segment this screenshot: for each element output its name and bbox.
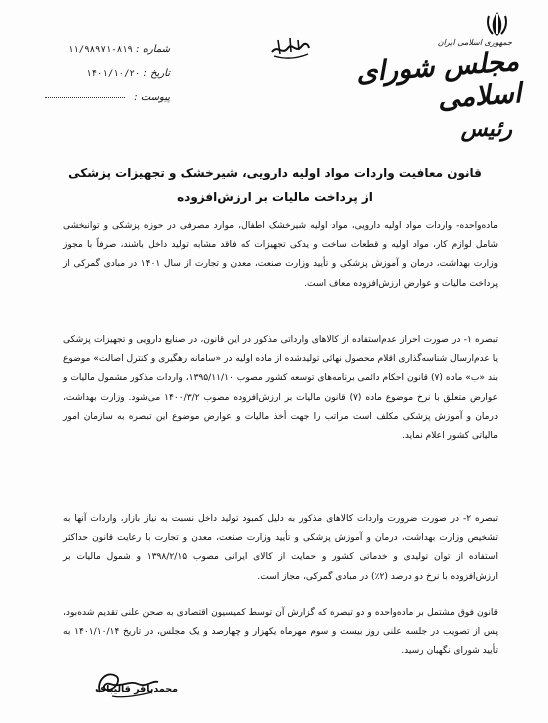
- number-label: شماره :: [136, 44, 170, 55]
- attachment-blank: [45, 97, 125, 98]
- letter-attachment: [20, 92, 170, 103]
- closing-paragraph: قانون فوق مشتمل بر ماده‌واحده و دو تبصره که گزارش آن توسط کمیسیون اقتصادی به صحن علنی تقدیم شده‌بود، پس از تصویب در جلسه علنی روز بیست و سوم مهرماه یکهزار و چهارصد و یک مجلس، در تاریخ ۱۴۰۱/۱۰/۱۴ به تأیید شورای نگهبان رسید.: [63, 608, 498, 657]
- office-title: رئیس: [460, 116, 512, 142]
- handwritten-signature: [92, 662, 162, 704]
- signer-name: محمدباقر قالیباف: [95, 684, 178, 695]
- attachment-label: پیوست :: [134, 92, 170, 103]
- letter-date: [20, 68, 170, 79]
- bismillah-calligraphy: [268, 34, 312, 60]
- country-line: جمهوری اسلامی ایران: [437, 38, 512, 47]
- note-1-paragraph: تبصره ۱- در صورت احراز عدم‌استفاده از کالاهای وارداتی مذکور در این قانون، در صنایع دارویی و تجهیزات پزشکی یا عدم‌ارسال شناسه‌گذاری اقلام محصول نهائی تولیدشده از ماده اولیه در «سامانه رهگیری و کنترل اصالت» موضوع بند «ب» ماده (۷) قانون احکام دائمی برنامه‌های توسعه کشور مصوب ۱۳۹۵/۱۱/۱۰، واردات مذکور مشمول مالیات و عوارض متعلق با نرخ موضوع ماده (۷) قانون مالیات بر ارزش‌افزوده مصوب ۱۴۰۰/۳/۲ می‌شود. وزارت بهداشت، درمان و آموزش پزشکی مکلف است مراتب را جهت أخذ مالیات و عوارض موضوع این تبصره به سازمان امور مالیاتی کشور اعلام نماید.: [63, 335, 498, 442]
- iran-emblem-icon: [484, 10, 510, 38]
- date-label: تاریخ :: [143, 68, 170, 79]
- date-value: ۱۴۰۱/۱۰/۲۰: [86, 69, 141, 79]
- number-value: ۸۱۹-۱۱/۹۸۹۷۱: [67, 45, 133, 55]
- law-title-line-2: از پرداخت مالیات بر ارزش‌افزوده: [177, 190, 373, 204]
- note-2-paragraph: تبصره ۲- در صورت ضرورت واردات کالاهای مذکور به دلیل کمبود تولید داخل نسبت به نیاز بازار، واردات آنها به تشخیص وزارت بهداشت، درمان و آموزش پزشکی و تأیید وزارت صنعت، معدن و تجارت با رعایت قانون حداکثر استفاده از توان تولیدی و خدماتی کشور و حمایت از کالای ایرانی مصوب ۱۳۹۸/۲/۱۵ و شمول مالیات بر ارزش‌افزوده با نرخ دو درصد (۲٪) در مبادی گمرکی، مجاز است.: [63, 514, 498, 582]
- letter-number: [20, 44, 170, 55]
- single-article-paragraph: ماده‌واحده- واردات مواد اولیه دارویی، مواد اولیه شیرخشک اطفال، موارد مصرفی در حوزه پزشکی و توانبخشی شامل لوازم کار، مواد اولیه و قطعات ساخت و یدکی تجهیزات که فاقد مشابه تولید داخل باشند، صرفاً با مجوز وزارت بهداشت، درمان و آموزش پزشکی و تأیید وزارت صنعت، معدن و تجارت از سال ۱۴۰۱ در مبادی گمرکی از پرداخت مالیات و عوارض ارزش‌افزوده معاف است.: [63, 221, 498, 289]
- law-title-line-1: قانون معافیت واردات مواد اولیه دارویی، شیرخشک و تجهیزات پزشکی: [68, 166, 482, 180]
- organization-name: مجلس شورای اسلامی: [355, 46, 523, 115]
